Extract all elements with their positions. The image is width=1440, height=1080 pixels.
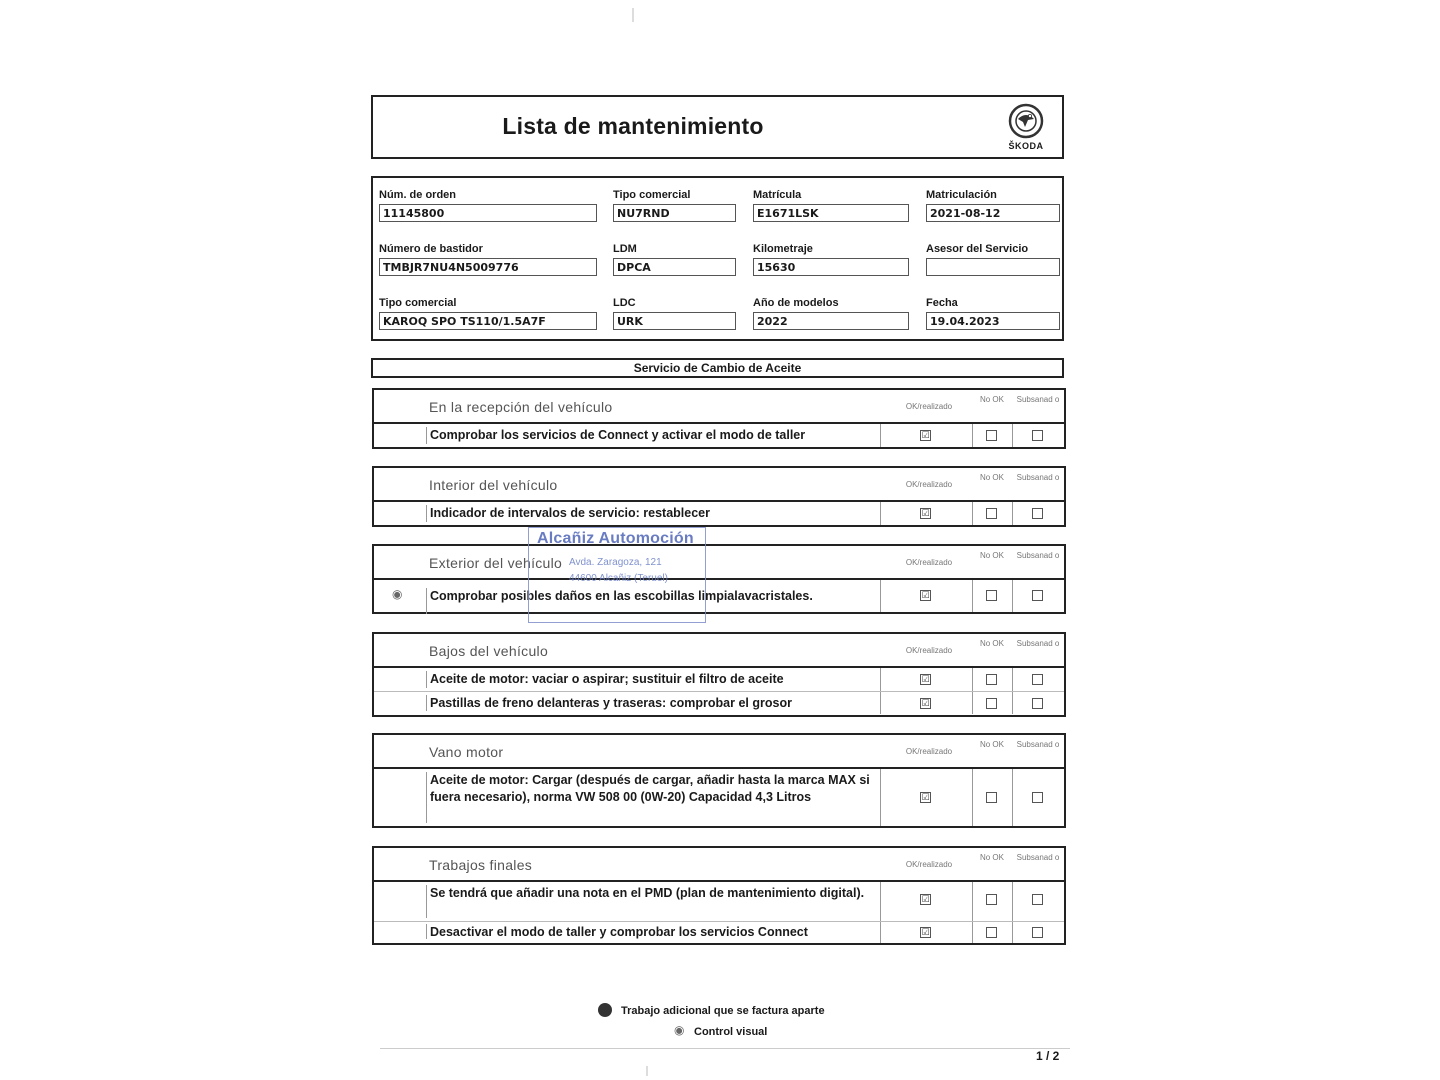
checklist-section <box>372 733 1066 828</box>
order-number-value: 11145800 <box>379 204 597 222</box>
not-ok-checkbox[interactable] <box>986 927 997 938</box>
ok-checkbox[interactable]: ☑ <box>921 508 930 518</box>
checklist-item-text: Comprobar los servicios de Connect y activar el modo de taller <box>426 427 884 444</box>
checklist-item-text: Aceite de motor: vaciar o aspirar; sustituir el filtro de aceite <box>426 671 884 688</box>
fixed-checkbox[interactable] <box>1032 698 1043 709</box>
ok-checkbox[interactable]: ☑ <box>921 927 930 937</box>
advisor-label: Asesor del Servicio <box>926 243 1029 255</box>
checklist-section <box>372 388 1066 449</box>
column-fixed-label: Subsanad o <box>1016 639 1060 648</box>
fixed-checkbox[interactable] <box>1032 508 1043 519</box>
checklist-item-text: Aceite de motor: Cargar (después de cargar, añadir hasta la marca MAX si fuera necesario), norma VW 508 00 (0W-20) Capacidad 4,3 Litros <box>426 772 884 823</box>
column-not-ok-label: No OK <box>979 639 1004 648</box>
section-header <box>374 634 1064 668</box>
cell-divider <box>880 580 881 612</box>
checklist-row <box>374 424 1064 447</box>
stamp-address: Avda. Zaragoza, 121 <box>569 557 662 568</box>
cell-divider <box>880 668 881 691</box>
section-title: Bajos del vehículo <box>429 643 549 659</box>
cell-divider <box>972 502 973 525</box>
registration-label: Matriculación <box>926 189 997 201</box>
plate-value: E1671LSK <box>753 204 909 222</box>
cell-divider <box>880 922 881 943</box>
trade-type-field <box>613 188 736 222</box>
section-header <box>374 546 1064 580</box>
ok-checkbox[interactable]: ☑ <box>921 698 930 708</box>
scan-artifact <box>646 1066 648 1076</box>
model-year-field <box>753 296 909 330</box>
checklist-row <box>374 921 1064 943</box>
section-header <box>374 390 1064 424</box>
column-not-ok-label: No OK <box>979 551 1004 560</box>
column-not-ok-label: No OK <box>979 740 1004 749</box>
cell-divider <box>972 692 973 714</box>
brand-name: ŠKODA <box>1008 141 1044 151</box>
column-fixed-label: Subsanad o <box>1016 740 1060 749</box>
trade-name-label: Tipo comercial <box>379 297 457 309</box>
registration-field <box>926 188 1060 222</box>
cell-divider <box>1012 882 1013 921</box>
cell-divider <box>1012 424 1013 447</box>
brand-logo <box>1002 103 1050 153</box>
not-ok-checkbox[interactable] <box>986 894 997 905</box>
checklist-item-text: Pastillas de freno delanteras y traseras: comprobar el grosor <box>426 695 884 711</box>
cell-divider <box>972 580 973 612</box>
checklist-row <box>374 882 1064 921</box>
fixed-checkbox[interactable] <box>1032 590 1043 601</box>
fixed-checkbox[interactable] <box>1032 792 1043 803</box>
filled-dot-icon <box>598 1003 612 1017</box>
column-ok-label: OK/realizado <box>905 480 953 489</box>
checklist-item-text: Indicador de intervalos de servicio: restablecer <box>426 505 884 522</box>
cell-divider <box>880 692 881 714</box>
cell-divider <box>972 424 973 447</box>
footer-divider <box>380 1048 1070 1049</box>
trade-type-label: Tipo comercial <box>613 189 691 201</box>
column-fixed-label: Subsanad o <box>1016 551 1060 560</box>
not-ok-checkbox[interactable] <box>986 698 997 709</box>
mileage-field <box>753 242 909 276</box>
advisor-value <box>926 258 1060 276</box>
column-not-ok-label: No OK <box>979 395 1004 404</box>
ldc-field <box>613 296 736 330</box>
ok-checkbox[interactable]: ☑ <box>921 430 930 440</box>
fixed-checkbox[interactable] <box>1032 674 1043 685</box>
cell-divider <box>1012 692 1013 714</box>
section-title: Trabajos finales <box>429 857 533 873</box>
vehicle-info-grid <box>371 176 1064 341</box>
vin-value: TMBJR7NU4N5009776 <box>379 258 597 276</box>
cell-divider <box>1012 668 1013 691</box>
order-number-field <box>379 188 597 222</box>
fixed-checkbox[interactable] <box>1032 430 1043 441</box>
section-title: Vano motor <box>429 744 504 760</box>
checklist-section <box>372 632 1066 717</box>
section-title: En la recepción del vehículo <box>429 399 613 415</box>
checklist-row <box>374 691 1064 714</box>
ldm-value: DPCA <box>613 258 736 276</box>
ok-checkbox[interactable]: ☑ <box>921 894 930 904</box>
mileage-value: 15630 <box>753 258 909 276</box>
legend <box>596 1002 916 1044</box>
not-ok-checkbox[interactable] <box>986 430 997 441</box>
column-ok-label: OK/realizado <box>905 402 953 411</box>
checklist-row <box>374 502 1064 525</box>
column-ok-label: OK/realizado <box>905 747 953 756</box>
cell-divider <box>1012 502 1013 525</box>
cell-divider <box>880 769 881 826</box>
section-header <box>374 848 1064 882</box>
date-value: 19.04.2023 <box>926 312 1060 330</box>
order-number-label: Núm. de orden <box>379 189 457 201</box>
registration-value: 2021-08-12 <box>926 204 1060 222</box>
not-ok-checkbox[interactable] <box>986 792 997 803</box>
stamp-name: Alcañiz Automoción <box>537 530 694 547</box>
vin-label: Número de bastidor <box>379 243 483 255</box>
checklist-item-text: Se tendrá que añadir una nota en el PMD (plan de mantenimiento digital). <box>426 885 884 918</box>
ldm-field <box>613 242 736 276</box>
column-ok-label: OK/realizado <box>905 558 953 567</box>
scan-artifact <box>632 8 634 22</box>
checklist-section <box>372 466 1066 527</box>
cell-divider <box>972 882 973 921</box>
trade-type-value: NU7RND <box>613 204 736 222</box>
date-field <box>926 296 1060 330</box>
stamp-city: 44600 Alcañiz (Teruel) <box>569 573 668 584</box>
advisor-field <box>926 242 1060 276</box>
not-ok-checkbox[interactable] <box>986 590 997 601</box>
cell-divider <box>880 424 881 447</box>
plate-label: Matrícula <box>753 189 802 201</box>
section-header <box>374 468 1064 502</box>
document-title: Lista de mantenimiento <box>502 113 764 139</box>
skoda-logo-icon <box>1008 103 1044 139</box>
visual-check-icon: ◉ <box>674 1023 685 1037</box>
fixed-checkbox[interactable] <box>1032 927 1043 938</box>
ldc-value: URK <box>613 312 736 330</box>
cell-divider <box>972 922 973 943</box>
column-ok-label: OK/realizado <box>905 860 953 869</box>
ok-checkbox[interactable]: ☑ <box>921 590 930 600</box>
vin-field <box>379 242 597 276</box>
legend-visual-check <box>596 1023 916 1044</box>
column-ok-label: OK/realizado <box>905 646 953 655</box>
trade-name-field <box>379 296 597 330</box>
cell-divider <box>1012 922 1013 943</box>
checklist-row <box>374 580 1064 612</box>
cell-divider <box>1012 580 1013 612</box>
ok-checkbox[interactable]: ☑ <box>921 674 930 684</box>
column-not-ok-label: No OK <box>979 853 1004 862</box>
date-label: Fecha <box>926 297 958 309</box>
checklist-row <box>374 769 1064 826</box>
cell-divider <box>972 769 973 826</box>
visual-check-icon: ◉ <box>392 587 403 601</box>
checklist-item-text: Desactivar el modo de taller y comprobar los servicios Connect <box>426 924 884 939</box>
checklist-row <box>374 668 1064 691</box>
legend-extra-work-text: Trabajo adicional que se factura aparte <box>621 1005 825 1017</box>
section-title: Interior del vehículo <box>429 477 558 493</box>
trade-name-value: KAROQ SPO TS110/1.5A7F <box>379 312 597 330</box>
column-fixed-label: Subsanad o <box>1016 473 1060 482</box>
checklist-item-text: Comprobar posibles daños en las escobillas limpialavacristales. <box>426 588 884 614</box>
ldc-label: LDC <box>613 297 636 309</box>
model-year-value: 2022 <box>753 312 909 330</box>
ok-checkbox[interactable]: ☑ <box>921 792 930 802</box>
not-ok-checkbox[interactable] <box>986 508 997 519</box>
plate-field <box>753 188 909 222</box>
cell-divider <box>1012 769 1013 826</box>
service-title: Servicio de Cambio de Aceite <box>371 358 1064 378</box>
mileage-label: Kilometraje <box>753 243 813 255</box>
legend-visual-check-text: Control visual <box>694 1026 768 1038</box>
column-fixed-label: Subsanad o <box>1016 395 1060 404</box>
section-header <box>374 735 1064 769</box>
cell-divider <box>972 668 973 691</box>
cell-divider <box>880 882 881 921</box>
cell-divider <box>880 502 881 525</box>
column-fixed-label: Subsanad o <box>1016 853 1060 862</box>
model-year-label: Año de modelos <box>753 297 839 309</box>
checklist-section <box>372 544 1066 614</box>
checklist-section <box>372 846 1066 945</box>
legend-extra-work <box>596 1002 916 1023</box>
not-ok-checkbox[interactable] <box>986 674 997 685</box>
page-number: 1 / 2 <box>1036 1049 1060 1063</box>
ldm-label: LDM <box>613 243 637 255</box>
document-header <box>371 95 1064 159</box>
column-not-ok-label: No OK <box>979 473 1004 482</box>
fixed-checkbox[interactable] <box>1032 894 1043 905</box>
section-title: Exterior del vehículo <box>429 555 563 571</box>
